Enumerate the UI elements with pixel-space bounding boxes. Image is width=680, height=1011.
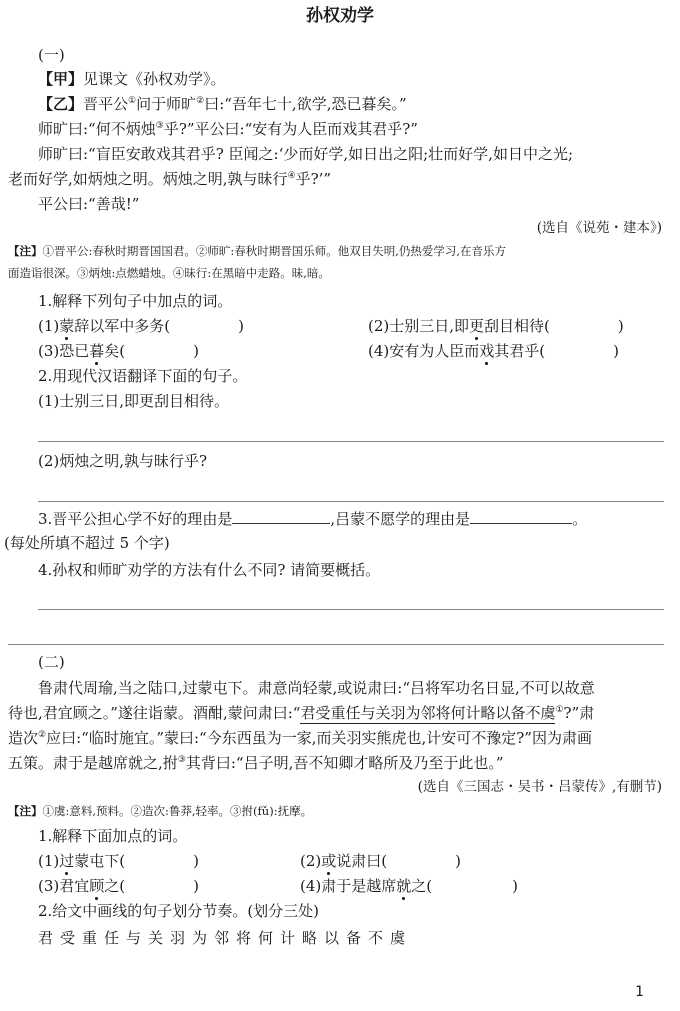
q1-item-4 bbox=[368, 341, 619, 361]
t4-b: 其背曰:“吕子明,吾不知卿才略所及乃至于此也。” bbox=[185, 754, 504, 772]
q21-2-a: (2) bbox=[300, 852, 322, 870]
q1-3-b: 矣( bbox=[104, 342, 126, 360]
q3-hint: (每处所填不超过 5 个字) bbox=[4, 534, 170, 552]
answer-line[interactable] bbox=[38, 441, 664, 442]
yi-a: 晋平公 bbox=[83, 95, 129, 113]
note-tag-2: 【注】 bbox=[8, 804, 43, 818]
question-1-3 bbox=[38, 509, 587, 529]
q21-item-1 bbox=[38, 851, 199, 871]
t3-b: 应曰:“临时施宜。”蒙曰:“今东西虽为一家,而关羽实熊虎也,计安可不豫定?”因为肃画 bbox=[46, 729, 592, 747]
jia-text: 见课文《孙权劝学》。 bbox=[83, 70, 226, 88]
q21-2-close: ) bbox=[455, 852, 461, 870]
q21-4-close: ) bbox=[512, 877, 518, 895]
q21-4-word: 就 bbox=[396, 877, 412, 895]
q1-2-close: ) bbox=[617, 317, 624, 335]
text-yi bbox=[38, 94, 407, 114]
q21-item-2 bbox=[300, 851, 461, 871]
q21-item-3 bbox=[38, 876, 199, 896]
footnote-3: ③ bbox=[155, 121, 164, 131]
q3-a: 3.晋平公担心学不好的理由是 bbox=[38, 510, 233, 528]
text-jia bbox=[38, 69, 226, 89]
answer-line[interactable] bbox=[38, 501, 664, 502]
note-2: ①虞:意料,预料。②造次:鲁莽,轻率。③拊(fǔ):抚摩。 bbox=[42, 804, 313, 818]
q21-1-close: ) bbox=[193, 852, 199, 870]
answer-line[interactable] bbox=[38, 609, 664, 610]
question-1-2: 2.用现代汉语翻译下面的句子。 bbox=[38, 367, 248, 385]
q1-1-close: ) bbox=[238, 317, 244, 335]
section-1-label: (一) bbox=[38, 46, 65, 64]
p4-b: 乎?’” bbox=[295, 170, 332, 188]
q1-item-2 bbox=[368, 316, 624, 336]
q2-item-2: (2)炳烛之明,孰与昧行乎? bbox=[38, 452, 208, 470]
q21-1-a: (1) bbox=[38, 852, 60, 870]
q1-4-word: 戏 bbox=[479, 342, 495, 360]
question-2-1: 1.解释下面加点的词。 bbox=[38, 827, 188, 845]
notes-2 bbox=[8, 803, 312, 819]
text2-line4 bbox=[8, 753, 504, 773]
q21-4-b: 之( bbox=[411, 877, 433, 895]
question-1-4: 4.孙权和师旷劝学的方法有什么不同? 请简要概括。 bbox=[38, 561, 381, 579]
source-1: (选自《说苑・建本》) bbox=[536, 220, 662, 236]
q3-b: ,吕蒙不愿学的理由是 bbox=[330, 510, 471, 528]
q21-1-b: 蒙屯下( bbox=[74, 852, 126, 870]
q1-item-1 bbox=[38, 316, 244, 336]
t4-a: 五策。肃于是越席就之,拊 bbox=[8, 754, 178, 772]
notes-1-line1 bbox=[8, 243, 506, 259]
jia-tag: 【甲】 bbox=[38, 70, 84, 88]
q21-4-a: (4)肃于是越席 bbox=[300, 877, 397, 895]
p2-a: 师旷曰:“何不炳烛 bbox=[38, 120, 156, 138]
q21-3-b: 之( bbox=[104, 877, 126, 895]
text2-line2 bbox=[8, 703, 594, 723]
section-2-label: (二) bbox=[38, 653, 65, 671]
footnote-1: ① bbox=[555, 705, 564, 715]
answer-line[interactable] bbox=[8, 644, 664, 645]
q1-1-b: 辞以军中多务( bbox=[74, 317, 171, 335]
q21-2-b: 说肃曰( bbox=[336, 852, 388, 870]
footnote-1: ① bbox=[128, 96, 137, 106]
question-2-2: 2.给文中画线的句子划分节奏。(划分三处) bbox=[38, 902, 320, 920]
q1-1-word: 蒙 bbox=[59, 317, 75, 335]
q1-2-b: 刮目相待( bbox=[484, 317, 550, 335]
q3-c: 。 bbox=[572, 510, 588, 528]
question-1-1: 1.解释下列句子中加点的词。 bbox=[38, 292, 233, 310]
q1-1-a: (1) bbox=[38, 317, 60, 335]
q1-3-word: 暮 bbox=[89, 342, 105, 360]
q21-2-word: 或 bbox=[321, 852, 337, 870]
footnote-3: ③ bbox=[177, 755, 186, 765]
q2-item-1: (1)士别三日,即更刮目相待。 bbox=[38, 392, 230, 410]
note-tag-1: 【注】 bbox=[8, 244, 43, 258]
p2-b: 乎?”平公曰:“安有为人臣而戏其君乎?” bbox=[163, 120, 418, 138]
rhythm-sentence[interactable]: 君受重任与关羽为邻将何计略以备不虞 bbox=[38, 929, 413, 947]
q1-4-a: (4)安有为人臣而 bbox=[368, 342, 480, 360]
text2-line1: 鲁肃代周瑜,当之陆口,过蒙屯下。肃意尚轻蒙,或说肃曰:“吕将军功名日显,不可以故意 bbox=[38, 679, 595, 697]
q21-item-4 bbox=[300, 876, 518, 896]
yi-b: 问于师旷 bbox=[136, 95, 197, 113]
answer-blank[interactable] bbox=[232, 509, 330, 524]
answer-blank[interactable] bbox=[470, 509, 572, 524]
text-p4 bbox=[8, 169, 331, 189]
text-p3: 师旷曰:“盲臣安敢戏其君乎? 臣闻之:‘少而好学,如日出之阳;壮而好学,如日中之光; bbox=[38, 145, 574, 163]
q21-3-a: (3)君宜 bbox=[38, 877, 90, 895]
note-1a: ①晋平公:春秋时期晋国国君。②师旷:春秋时期晋国乐师。他双目失明,仍热爱学习,在音乐方 bbox=[42, 244, 507, 258]
q1-2-word: 更 bbox=[469, 317, 485, 335]
source-2: (选自《三国志・吴书・吕蒙传》,有删节) bbox=[417, 779, 662, 795]
footnote-4: ④ bbox=[287, 171, 296, 181]
q21-3-word: 顾 bbox=[89, 877, 105, 895]
page-number: 1 bbox=[635, 984, 644, 1000]
underlined-sentence: 君受重任与关羽为邻将何计略以备不虞 bbox=[300, 704, 556, 722]
q1-3-a: (3)恐已 bbox=[38, 342, 90, 360]
text-p5: 平公曰:“善哉!” bbox=[38, 195, 140, 213]
q1-2-a: (2)士别三日,即 bbox=[368, 317, 470, 335]
text2-line3 bbox=[8, 728, 592, 748]
p4-a: 老而好学,如炳烛之明。炳烛之明,孰与昧行 bbox=[8, 170, 288, 188]
yi-c: 曰:“吾年七十,欲学,恐已暮矣。” bbox=[204, 95, 407, 113]
q21-3-close: ) bbox=[193, 877, 199, 895]
t2-b: ?”肃 bbox=[563, 704, 595, 722]
t3-a: 造次 bbox=[8, 729, 39, 747]
q1-item-3 bbox=[38, 341, 199, 361]
q1-4-close: ) bbox=[613, 342, 619, 360]
yi-tag: 【乙】 bbox=[38, 95, 84, 113]
q1-4-b: 其君乎( bbox=[494, 342, 546, 360]
t2-a: 待也,君宜顾之。”遂往诣蒙。酒酣,蒙问肃曰:“ bbox=[8, 704, 301, 722]
q1-3-close: ) bbox=[193, 342, 199, 360]
page-title: 孙权劝学 bbox=[306, 6, 374, 26]
text-p2 bbox=[38, 119, 418, 139]
q21-1-word: 过 bbox=[59, 852, 75, 870]
footnote-2: ② bbox=[38, 730, 47, 740]
notes-1-line2: 面造诣很深。③炳烛:点燃蜡烛。④昧行:在黑暗中走路。昧,暗。 bbox=[8, 266, 330, 280]
footnote-2: ② bbox=[196, 96, 205, 106]
